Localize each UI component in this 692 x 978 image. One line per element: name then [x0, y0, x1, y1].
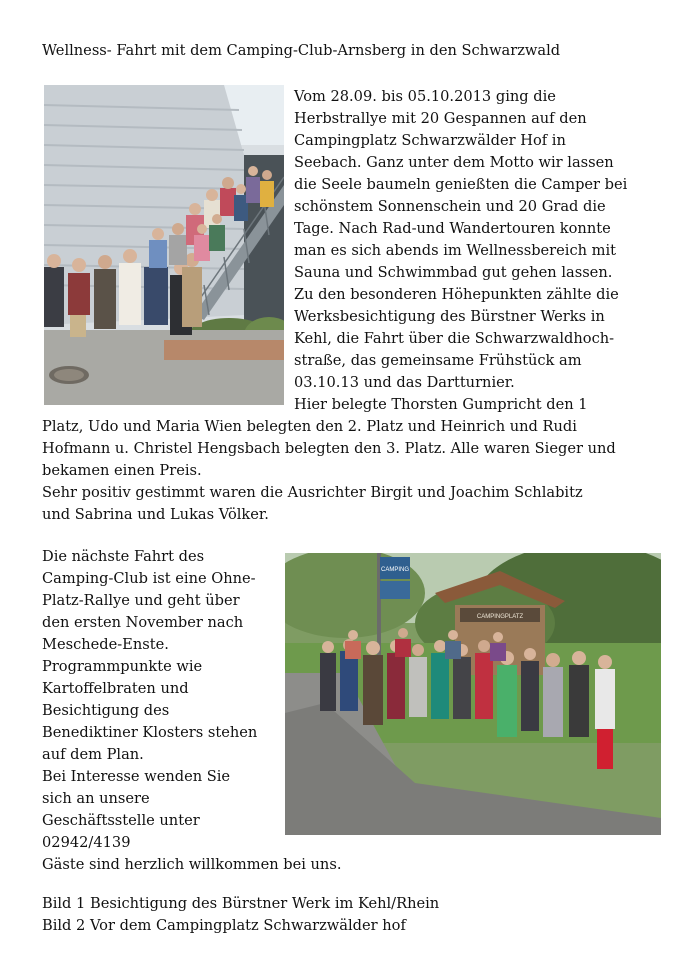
sign-camping-text: CAMPING	[380, 567, 410, 573]
results-line: Platz, Udo und Maria Wien belegten den 2. Platz und Heinrich und Rudi	[42, 418, 577, 435]
intro-line: Tage. Nach Rad-und Wandertouren konnte	[294, 220, 611, 237]
intro-line: Werksbesichtigung des Bürstner Werks in	[294, 308, 605, 325]
intro-line: die Seele baumeln genießten die Camper bei	[294, 176, 628, 193]
page-title: Wellness- Fahrt mit dem Camping-Club-Arnsberg in den Schwarzwald	[42, 42, 561, 59]
intro-line: Vom 28.09. bis 05.10.2013 ging die	[294, 88, 556, 105]
intro-line: 03.10.13 und das Dartturnier.	[294, 374, 515, 391]
next-trip-line: Meschede-Enste.	[42, 636, 169, 653]
intro-line: straße, das gemeinsame Frühstück am	[294, 352, 582, 369]
next-trip-line: Benediktiner Klosters stehen	[42, 724, 258, 741]
results-line: und Sabrina und Lukas Völker.	[42, 506, 269, 523]
next-trip-line: Kartoffelbraten und	[42, 680, 189, 697]
results-line: Hofmann u. Christel Hengsbach belegten den 3. Platz. Alle waren Sieger und	[42, 440, 616, 457]
next-trip-line: Geschäftsstelle unter	[42, 812, 200, 829]
next-trip-line: Bei Interesse wenden Sie	[42, 768, 231, 785]
next-trip-line: sich an unsere	[42, 790, 150, 807]
results-line: bekamen einen Preis.	[42, 462, 202, 479]
intro-line: schönstem Sonnenschein und 20 Grad die	[294, 198, 606, 215]
next-trip-line: Besichtigung des	[42, 702, 170, 719]
caption-photo-1: Bild 1 Besichtigung des Bürstner Werk im Kehl/Rhein	[42, 895, 440, 912]
next-trip-line: 02942/4139	[42, 834, 131, 851]
intro-line: Zu den besonderen Höhepunkten zählte die	[294, 286, 619, 303]
intro-line: Sauna und Schwimmbad gut gehen lassen.	[294, 264, 613, 281]
results-line: Sehr positiv gestimmt waren die Ausrichter Birgit und Joachim Schlabitz	[42, 484, 583, 501]
photo-campsite-group	[285, 553, 661, 835]
intro-line: Campingplatz Schwarzwälder Hof in	[294, 132, 566, 149]
intro-line: Seebach. Ganz unter dem Motto wir lassen	[294, 154, 614, 171]
next-trip-line: Gäste sind herzlich willkommen bei uns.	[42, 856, 342, 873]
next-trip-line: Platz-Rallye und geht über	[42, 592, 240, 609]
next-trip-line: Camping-Club ist eine Ohne-	[42, 570, 256, 587]
sign-hut-text: CAMPINGPLATZ	[476, 614, 524, 620]
next-trip-line: den ersten November nach	[42, 614, 244, 631]
intro-line: man es sich abends im Wellnessbereich mit	[294, 242, 617, 259]
next-trip-line: Programmpunkte wie	[42, 658, 203, 675]
intro-line: Herbstrallye mit 20 Gespannen auf den	[294, 110, 587, 127]
intro-line: Kehl, die Fahrt über die Schwarzwaldhoch-	[294, 330, 615, 347]
photo-factory-visit	[44, 85, 284, 405]
next-trip-line: auf dem Plan.	[42, 746, 144, 763]
next-trip-line: Die nächste Fahrt des	[42, 548, 205, 565]
caption-photo-2: Bild 2 Vor dem Campingplatz Schwarzwälder hof	[42, 917, 406, 934]
intro-line: Hier belegte Thorsten Gumpricht den 1	[294, 396, 588, 413]
